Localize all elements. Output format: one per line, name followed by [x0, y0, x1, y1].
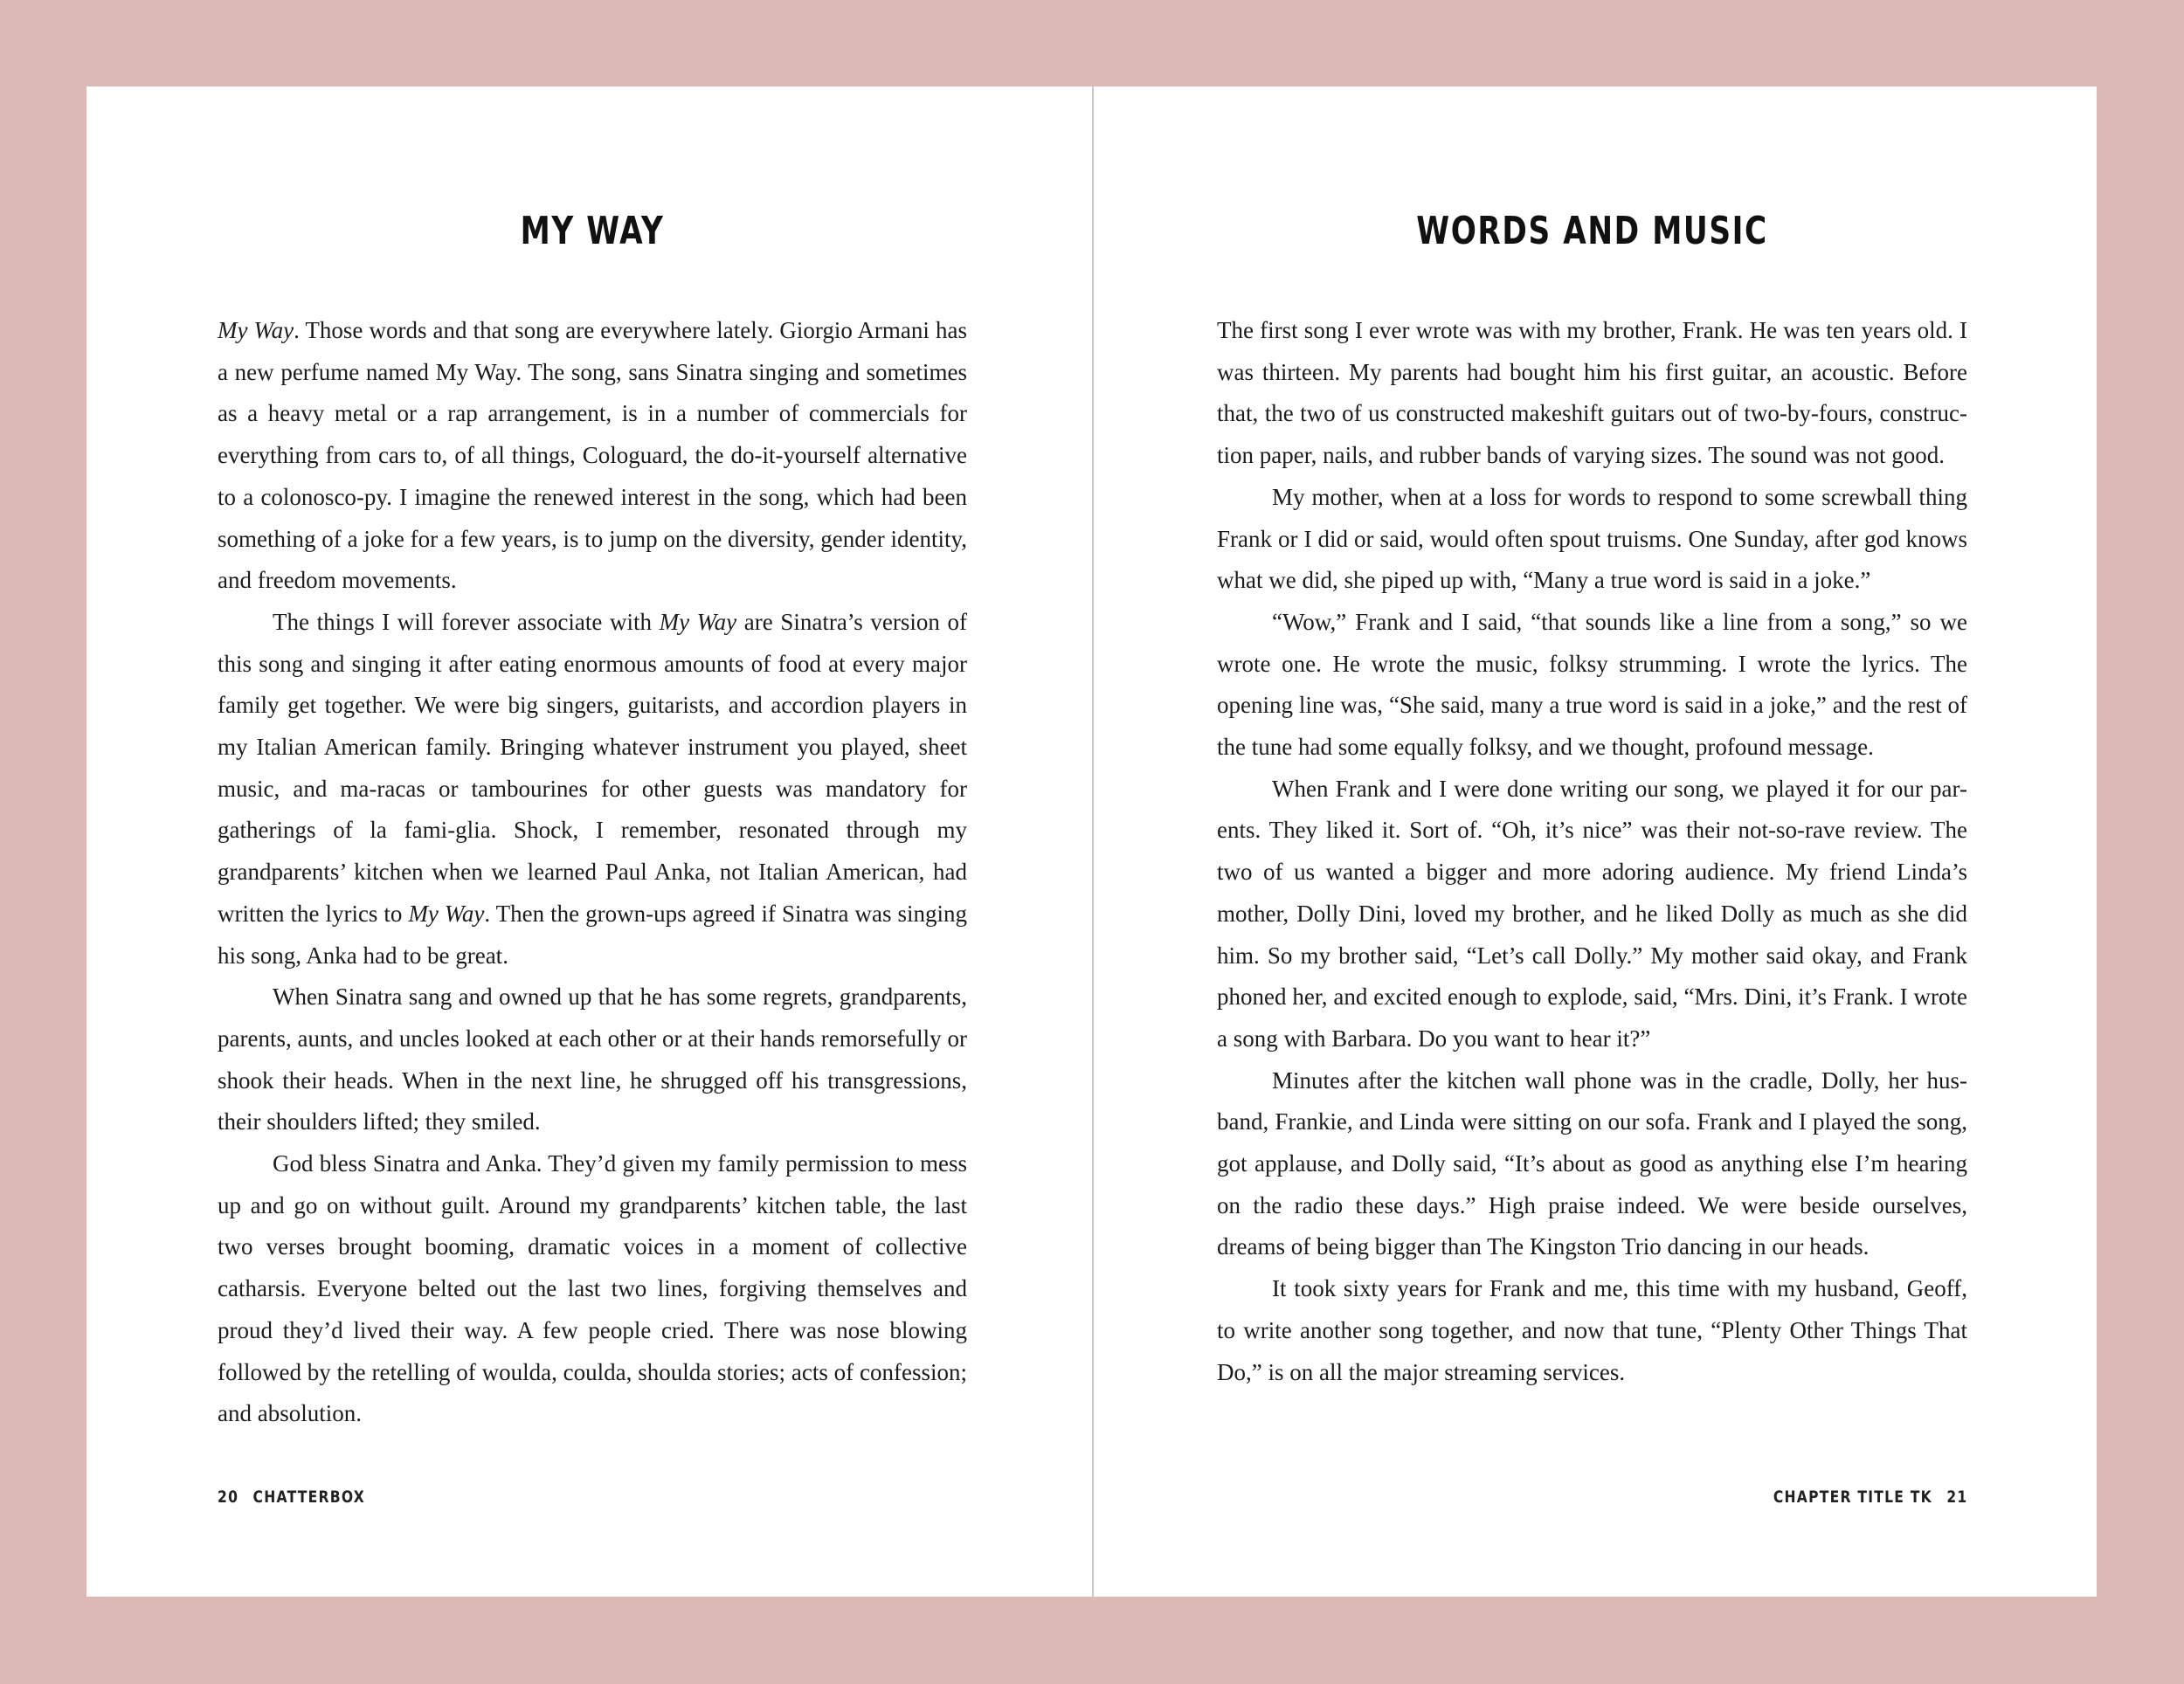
right-page — [1217, 86, 1967, 1597]
paragraph — [218, 310, 967, 602]
right-folio — [1773, 1487, 1967, 1507]
paragraph — [218, 602, 967, 977]
italic-title: My Way — [218, 317, 294, 343]
italic-title: My Way — [408, 900, 485, 927]
page-number: 21 — [1946, 1487, 1967, 1507]
paragraph: My mother, when at a loss for words to respond to some screwball thing Frank or I did or said, would often spout truisms. One Sunday, after god knows what we did, she piped up with, “Many a true word is said in a joke.” — [1217, 483, 1967, 594]
left-page — [218, 86, 967, 1597]
running-head: CHATTERBOX — [252, 1487, 366, 1507]
paragraph: God bless Sinatra and Anka. They’d given my family permission to mess up and go on without guilt. Around my grandparents’ kitchen table, the last two verses brought booming, dramatic voices in a moment of collective catharsis. Everyone belted out the last two lines, forgiving themselves and proud they’d lived their way. A few people cried. There was nose blowing followed by the retelling of woulda, coulda, shoulda stories; acts of confession; and absolution. — [218, 1150, 967, 1427]
book-spread — [86, 86, 2097, 1597]
page-number: 20 — [218, 1487, 239, 1507]
paragraph-text: The things I will forever associate with — [273, 608, 660, 635]
running-head: CHAPTER TITLE TK — [1773, 1487, 1932, 1507]
paragraph: When Sinatra sang and owned up that he has some regrets, grandparents, parents, aunts, and uncles looked at each other or at their hands remorsefully or shook their heads. When in the next line, he shrugged off his transgressions, their shoulders lifted; they smiled. — [218, 983, 967, 1135]
left-folio — [218, 1487, 365, 1507]
paragraph-text: . Then the grown-ups agreed if Sinatra was singing his song, Anka had to be great. — [218, 900, 967, 969]
right-page-title: WORDS AND MUSIC — [1416, 209, 1768, 253]
paragraph-text: . Those words and that song are everywhere lately. Giorgio Armani has a new perfume named My Way. The song, sans Sinatra singing and sometimes as a heavy metal or a rap arrangement, is in a number of commercials for everything from cars to, of all things, Cologuard, the do-it-yourself alternative to a colonosco-py. I imagine the renewed interest in the song, which had been something of a joke for a few years, is to jump on the diversity, gender identity, and freedom movements. — [218, 317, 967, 594]
paragraph: It took sixty years for Frank and me, this time with my husband, Geoff, to write another song together, and now that tune, “Plenty Other Things That Do,” is on all the major streaming services. — [1217, 1275, 1967, 1385]
left-page-body — [218, 310, 967, 1435]
paragraph: When Frank and I were done writing our song, we played it for our par-ents. They liked it. Sort of. “Oh, it’s nice” was their not-so-rave review. The two of us wanted a bigger and more adoring audience. My friend Linda’s mother, Dolly Dini, loved my brother, and he liked Dolly as much as she did him. So my brother said, “Let’s call Dolly.” My mother said okay, and Frank phoned her, and excited enough to explode, said, “Mrs. Dini, it’s Frank. I wrote a song with Barbara. Do you want to hear it?” — [1217, 775, 1967, 1052]
italic-title: My Way — [659, 608, 737, 635]
page-gutter — [1092, 86, 1094, 1597]
paragraph: “Wow,” Frank and I said, “that sounds like a line from a song,” so we wrote one. He wrote the music, folksy strumming. I wrote the lyrics. The opening line was, “She said, many a true word is said in a joke,” and the rest of the tune had some equally folksy, and we thought, profound message. — [1217, 608, 1967, 761]
right-page-body — [1217, 310, 1967, 1393]
paragraph: The first song I ever wrote was with my brother, Frank. He was ten years old. I was thirteen. My parents had bought him his first guitar, an acoustic. Before that, the two of us constructed makeshift guitars out of two-by-fours, construc-tion paper, nails, and rubber bands of varying sizes. The sound was not good. — [1217, 317, 1967, 469]
left-page-title: MY WAY — [520, 209, 665, 253]
paragraph: Minutes after the kitchen wall phone was in the cradle, Dolly, her hus-band, Frankie, and Linda were sitting on our sofa. Frank and I played the song, got applause, and Dolly said, “It’s about as good as anything else I’m hearing on the radio these days.” High praise indeed. We were beside ourselves, dreams of being bigger than The Kingston Trio dancing in our heads. — [1217, 1066, 1967, 1260]
paragraph-text: are Sinatra’s version of this song and singing it after eating enormous amounts of food at every major family get together. We were big singers, guitarists, and accordion players in my Italian American family. Bringing whatever instrument you played, sheet music, and ma-racas or tambourines for other guests was mandatory for gatherings of la fami-glia. Shock, I remember, resonated through my grandparents’ kitchen when we learned Paul Anka, not Italian American, had written the lyrics to — [218, 608, 967, 927]
